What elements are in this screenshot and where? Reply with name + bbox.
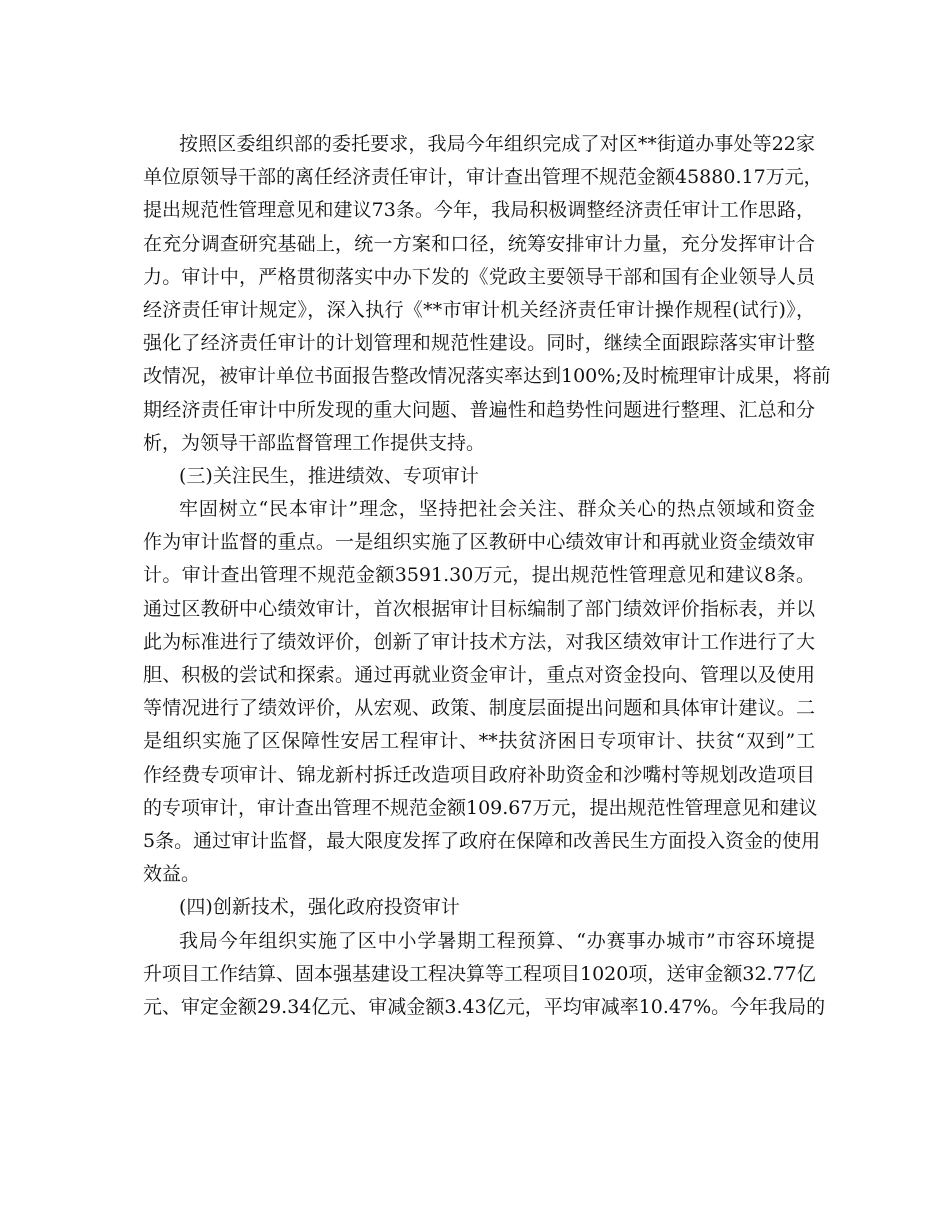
text-line: 期经济责任审计中所发现的重大问题、普遍性和趋势性问题进行整理、汇总和分	[143, 398, 815, 421]
text-line: 此为标准进行了绩效评价，创新了审计技术方法，对我区绩效审计工作进行了大	[143, 630, 815, 653]
document-body	[143, 128, 831, 1024]
text-line: 析，为领导干部监督管理工作提供支持。	[143, 431, 486, 454]
text-line: 力。审计中，严格贯彻落实中办下发的《党政主要领导干部和国有企业领导人员	[143, 265, 815, 288]
text-line: 效益。	[143, 863, 201, 886]
text-line: 我局今年组织实施了区中小学暑期工程预算、“办赛事办城市”市容环境提	[179, 929, 815, 952]
text-line: 作经费专项审计、锦龙新村拆迁改造项目政府补助资金和沙嘴村等规划改造项目	[143, 763, 815, 786]
text-line: 经济责任审计规定》，深入执行《**市审计机关经济责任审计操作规程(试行)》，	[143, 298, 815, 321]
paragraph-livelihood-audit	[143, 493, 821, 891]
text-line: 通过区教研中心绩效审计，首次根据审计目标编制了部门绩效评价指标表，并以	[143, 597, 815, 620]
paragraph-economic-responsibility-audit	[143, 128, 831, 460]
section-heading-4: (四)创新技术，强化政府投资审计	[179, 896, 460, 919]
text-line: 的专项审计，审计查出管理不规范金额109.67万元，提出规范性管理意见和建议	[143, 796, 818, 819]
text-line: 作为审计监督的重点。一是组织实施了区教研中心绩效审计和再就业资金绩效审	[143, 531, 815, 554]
text-line: 改情况，被审计单位书面报告整改情况落实率达到100%;及时梳理审计成果，将前	[143, 365, 831, 388]
section-heading-3: (三)关注民生，推进绩效、专项审计	[179, 464, 479, 487]
text-line: 元、审定金额29.34亿元、审减金额3.43亿元，平均审减率10.47%。今年我局的	[143, 995, 826, 1018]
text-line: 等情况进行了绩效评价，从宏观、政策、制度层面提出问题和具体审计建议。二	[143, 697, 815, 720]
text-line: 单位原领导干部的离任经济责任审计，审计查出管理不规范金额45880.17万元，	[143, 166, 823, 189]
paragraph-investment-audit	[143, 925, 826, 1025]
text-line: 强化了经济责任审计的计划管理和规范性建设。同时，继续全面跟踪落实审计整	[143, 332, 815, 355]
text-line: 在充分调查研究基础上，统一方案和口径，统筹安排审计力量，充分发挥审计合	[143, 232, 815, 255]
text-line: 5条。通过审计监督，最大限度发挥了政府在保障和改善民生方面投入资金的使用	[143, 829, 821, 852]
text-line: 是组织实施了区保障性安居工程审计、**扶贫济困日专项审计、扶贫“双到”工	[143, 730, 815, 753]
text-line: 胆、积极的尝试和探索。通过再就业资金审计，重点对资金投向、管理以及使用	[143, 664, 815, 686]
text-line: 计。审计查出管理不规范金额3591.30万元，提出规范性管理意见和建议8条。	[143, 564, 815, 587]
text-line: 提出规范性管理意见和建议73条。今年，我局积极调整经济责任审计工作思路，	[143, 199, 815, 222]
text-line: 牢固树立“民本审计”理念，坚持把社会关注、群众关心的热点领域和资金	[179, 498, 815, 521]
text-line: 按照区委组织部的委托要求，我局今年组织完成了对区**街道办事处等22家	[179, 133, 815, 155]
text-line: 升项目工作结算、固本强基建设工程决算等工程项目1020项，送审金额32.77亿	[143, 962, 816, 985]
